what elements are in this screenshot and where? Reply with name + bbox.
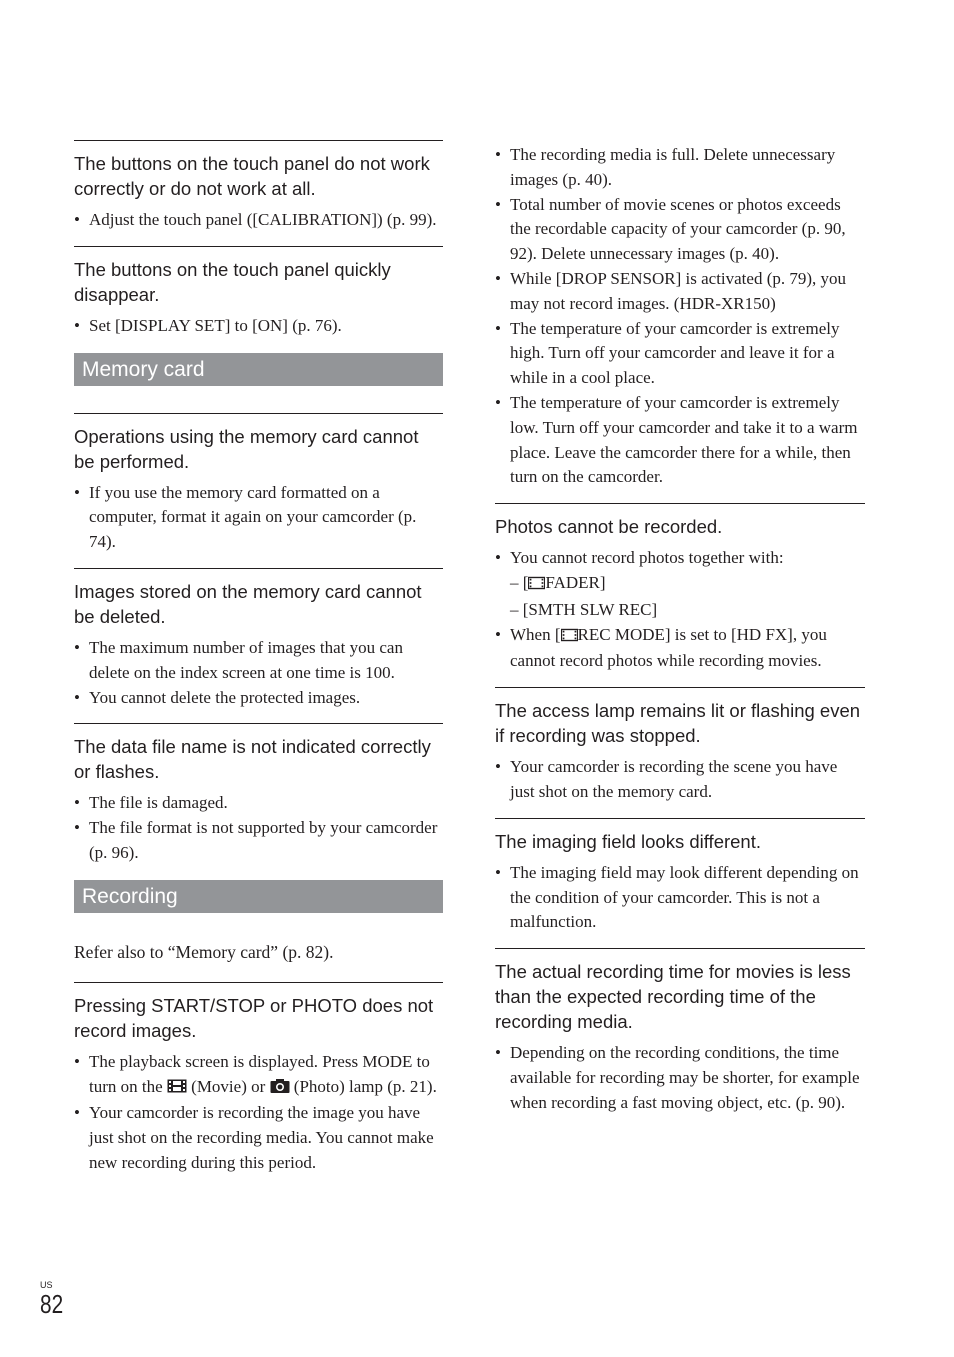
answer-item: • The file format is not supported by your camcorder (p. 96). [74, 816, 443, 866]
answer-list [74, 1050, 443, 1176]
divider [495, 818, 865, 819]
divider [74, 413, 443, 414]
answer-subitem [495, 571, 865, 598]
question-heading: The actual recording time for movies is less than the expected recording time of the recording media. [495, 961, 851, 1033]
section-header-recording: Recording [74, 880, 443, 913]
question-heading: The access lamp remains lit or flashing even if recording was stopped. [495, 700, 861, 747]
question-heading: Pressing START/STOP or PHOTO does not record images. [74, 994, 434, 1041]
divider [74, 982, 443, 983]
left-column [74, 140, 443, 1189]
question-heading: The data file name is not indicated correctly or flashes. [74, 736, 431, 783]
answer-item: • Depending on the recording conditions, the time available for recording may be shorter, for example when recording a fast moving object, etc. (p. 90). [495, 1041, 865, 1115]
divider [495, 948, 865, 949]
answer-item: • You cannot delete the protected images. [74, 686, 443, 711]
answer-item: • Set [DISPLAY SET] to [ON] (p. 76). [74, 314, 443, 339]
answer-list [74, 791, 443, 865]
answer-text: The playback screen is displayed. Press MODE to turn on the [89, 1051, 430, 1096]
question-heading: Photos cannot be recorded. [495, 516, 723, 538]
answer-item: • The temperature of your camcorder is extremely high. Turn off your camcorder and leave it for a while in a cool place. [495, 317, 865, 391]
question-heading: The buttons on the touch panel do not work correctly or do not work at all. [74, 153, 430, 199]
answer-text: (Photo) lamp (p. 21). [289, 1076, 437, 1096]
answer-item: • Your camcorder is recording the image you have just shot on the recording media. You cannot make new recording during this period. [74, 1101, 443, 1175]
answer-item: • Total number of movie scenes or photos exceeds the recordable capacity of your camcorder (p. 90, 92). Delete unnecessary images (p. 40). [495, 193, 865, 267]
divider [74, 246, 443, 247]
answer-list [495, 143, 865, 490]
question-heading: The imaging field looks different. [495, 830, 762, 852]
answer-item: • You cannot record photos together with: [495, 546, 865, 571]
answer-item: • The maximum number of images that you can delete on the index screen at one time is 100. [74, 636, 443, 686]
divider [495, 687, 865, 688]
film-icon [167, 1077, 187, 1102]
answer-text: (Movie) or [186, 1076, 270, 1096]
answer-list [495, 755, 865, 805]
answer-item: • Your camcorder is recording the scene you have just shot on the memory card. [495, 755, 865, 805]
answer-item [495, 623, 865, 675]
answer-item [74, 1050, 443, 1102]
question-heading: Operations using the memory card cannot be performed. [74, 425, 419, 472]
divider [74, 568, 443, 569]
answer-text: – [ [510, 572, 529, 592]
answer-subitem: – [SMTH SLW REC] [510, 599, 658, 619]
answer-list [74, 314, 443, 339]
answer-item: • The file is damaged. [74, 791, 443, 816]
page-number-value: 82 [40, 1289, 64, 1319]
camera-icon [270, 1077, 290, 1102]
divider [74, 723, 443, 724]
answer-list [74, 208, 443, 233]
answer-text: REC MODE] is set to [HD FX], you cannot record photos while recording movies. [510, 624, 827, 671]
film-icon [528, 573, 545, 598]
answer-list [74, 481, 443, 555]
answer-item: • The imaging field may look different depending on the condition of your camcorder. This is not a malfunction. [495, 861, 865, 935]
answer-item: • The recording media is full. Delete unnecessary images (p. 40). [495, 143, 865, 193]
section-header-memory-card: Memory card [74, 353, 443, 386]
answer-list [495, 1041, 865, 1115]
answer-list [495, 546, 865, 674]
divider [74, 140, 443, 141]
right-column [495, 140, 865, 1129]
answer-list [74, 636, 443, 710]
cross-reference-note: Refer also to “Memory card” (p. 82). [74, 941, 334, 962]
answer-item: • While [DROP SENSOR] is activated (p. 79), you may not record images. (HDR-XR150) [495, 267, 865, 317]
question-heading: The buttons on the touch panel quickly disappear. [74, 258, 391, 305]
divider [495, 503, 865, 504]
answer-item: • If you use the memory card formatted on a computer, format it again on your camcorder (p. 74). [74, 481, 443, 555]
answer-list [495, 861, 865, 935]
question-heading: Images stored on the memory card cannot be deleted. [74, 580, 422, 627]
page-number [40, 1280, 69, 1318]
answer-text: FADER] [545, 572, 606, 592]
answer-item: • Adjust the touch panel ([CALIBRATION]) (p. 99). [74, 208, 443, 233]
answer-text: When [ [510, 624, 561, 644]
film-icon [561, 625, 578, 650]
answer-item: • The temperature of your camcorder is extremely low. Turn off your camcorder and take it to a warm place. Leave the camcorder there for a while, then turn on the camcorder. [495, 391, 865, 490]
region-code: US [40, 1280, 53, 1290]
